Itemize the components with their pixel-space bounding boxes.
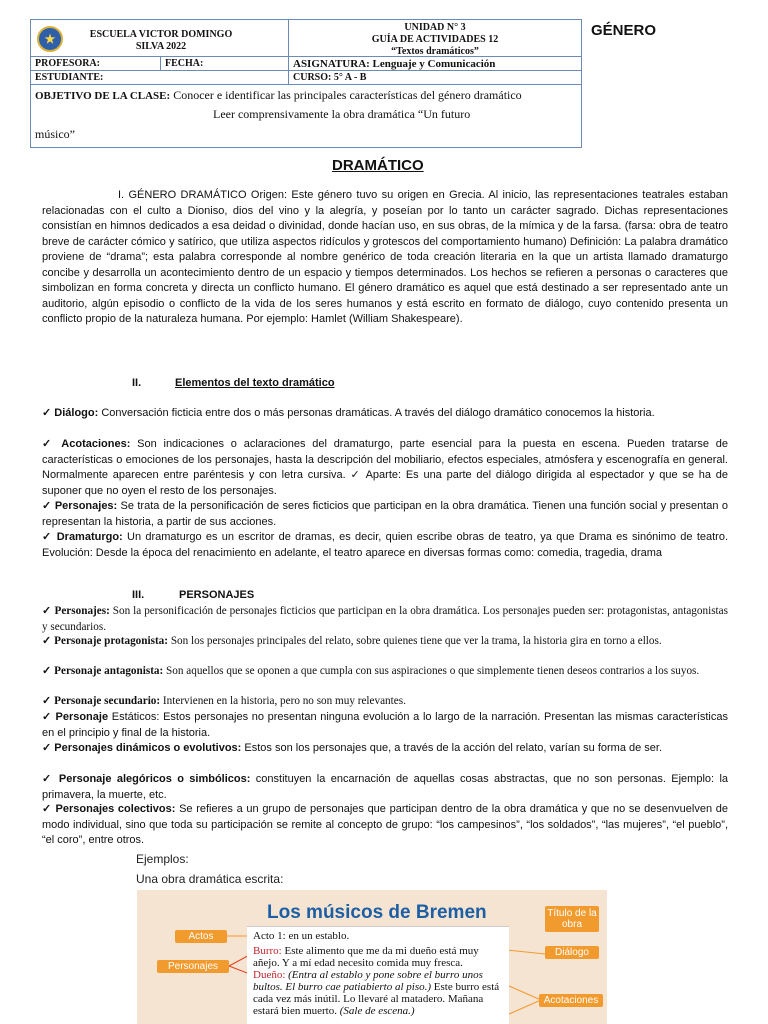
tag-dialogo: Diálogo xyxy=(545,946,599,959)
section1-paragraph: I. GÉNERO DRAMÁTICO Origen: Este género tuvo su origen en Grecia. Al inicio, las representaciones teatrales estaban relacionadas con el culto a Dioniso, dios del vino y la alegría, y poseían por lo tanto un carácter sagrado. Dichas representaciones consistían en himnos dedicados a esa deidad o divinidad, donde hacían uso, en sus obras, de la mímica y de la farsa. (farsa: obra de teatro breve de carácter cómico y satírico, que utiliza aspectos ridículos y grotescos del comportamiento humano) Definición: La palabra dramático proviene de “drama”; esta palabra corresponde al nombre genérico de toda creación literaria en la que un artista llamado dramaturgo concibe y desarrolla un acontecimiento dentro de un espacio y tiempos determinados. Los hechos se refieren a personas o caracteres que simbolizan en forma concreta y directa un conflicto humano. El género dramático es aquel que está destinado a ser representado ante un auditorio, algún episodio o conflicto de la vida de los seres humanos y está escrito en formato de diálogo, cuyo contenido presenta un conflicto propio de la naturaleza humana. Por ejemplo: Hamlet (William Shakespeare). xyxy=(42,189,728,325)
section2-item-dramaturgo xyxy=(42,530,728,561)
example-sublabel: Una obra dramática escrita: xyxy=(136,872,284,886)
objective-label: OBJETIVO DE LA CLASE: xyxy=(35,90,171,102)
burro-text: Este alimento que me da mi dueño está muy añejo. Y a mí edad necesito comida muy fresca. xyxy=(253,945,479,969)
item-text: Estáticos: Estos personajes no presentan ninguna evolución a lo largo de la narración. Presentan las mismas características en el principio y final de la historia. xyxy=(42,711,728,739)
title-genero: GÉNERO xyxy=(591,22,657,39)
section3-item-dinamicos xyxy=(42,741,728,757)
objective-line2: Leer comprensivamente la obra dramática “Un futuro xyxy=(213,107,471,121)
item-label: ✓ Acotaciones: xyxy=(42,438,131,450)
item-label: ✓ Personaje protagonista: xyxy=(42,635,169,647)
item-label: ✓ Personaje alegóricos o simbólicos: xyxy=(42,773,251,785)
section2-item-dialogo xyxy=(42,406,728,422)
section3-item-colectivos xyxy=(42,802,728,849)
item-label: ✓ Personajes colectivos: xyxy=(42,803,176,815)
school-cell xyxy=(31,20,289,56)
dueno-text: Este burro está cada vez más inútil. Lo llevaré al matadero. Mañana estará bien muerto. xyxy=(253,981,500,1017)
item-text: Son los personajes principales del relato, sobre quienes tiene que ver la trama, la historia gira en torno a ellos. xyxy=(168,635,662,647)
burro-name: Burro: xyxy=(253,945,282,957)
item-label: ✓ Personaje antagonista: xyxy=(42,665,164,677)
school-line1: ESCUELA VICTOR DOMINGO xyxy=(89,29,233,40)
section3-item-estaticos xyxy=(42,710,728,741)
item-text: Estos son los personajes que, a través de la acción del relato, varían su forma de ser. xyxy=(241,742,663,754)
asignatura-field: ASIGNATURA: Lenguaje y Comunicación xyxy=(293,58,496,70)
item-label: ✓ Dramaturgo: xyxy=(42,531,123,543)
item-text: Son la personificación de personajes ficticios que participan en la obra dramática. Los personajes pueden ser: protagonistas, antagonistas y secundarios. xyxy=(42,605,728,633)
dueno-stage-direction: (Entra al establo y pone sobre el burro unos bultos. El burro cae patiabierto al piso.) xyxy=(253,969,483,993)
unit-line2: GUÍA DE ACTIVIDADES 12 xyxy=(371,34,499,45)
section3-item-secundario xyxy=(42,694,728,710)
curso-field: CURSO: 5° A - B xyxy=(293,72,367,83)
item-text: Se trata de la personificación de seres ficticios que participan en la obra dramática. Tienen una función social y presentan o representan la historia, a partir de sus acciones. xyxy=(42,500,728,528)
unit-line1: UNIDAD N° 3 xyxy=(404,22,466,33)
item-text: Son aquellos que se oponen a que cumpla con sus aspiraciones o que simplemente tienen deseos contrarios a los suyos. xyxy=(163,665,700,677)
example-act: Acto 1: en un establo. xyxy=(253,930,350,942)
estudiante-field: ESTUDIANTE: xyxy=(31,71,289,84)
section3-number: III. xyxy=(132,589,145,601)
tag-actos: Actos xyxy=(175,930,227,943)
header-table xyxy=(30,19,582,148)
section2-item-personajes xyxy=(42,499,728,530)
section3-heading: PERSONAJES xyxy=(179,589,255,601)
fecha-field: FECHA: xyxy=(161,57,289,70)
section2-number: II. xyxy=(132,377,142,389)
item-label: ✓ Personajes: xyxy=(42,605,110,617)
objective-text: Conocer e identificar las principales características del género dramático xyxy=(170,88,522,102)
section2-heading: Elementos del texto dramático xyxy=(175,377,335,389)
section3-item-protagonista xyxy=(42,634,728,650)
school-name xyxy=(81,29,241,53)
tag-acotaciones: Acotaciones xyxy=(539,994,603,1007)
item-text: Intervienen en la historia, pero no son muy relevantes. xyxy=(160,695,406,707)
objective-cell xyxy=(31,85,581,147)
dueno-name: Dueño: xyxy=(253,969,286,981)
item-text: constituyen la encarnación de aquellas cosas abstractas, que no son personas. Ejemplo: la primavera, la muerte, etc. xyxy=(42,773,728,801)
unit-line3: “Textos dramáticos” xyxy=(391,46,479,57)
examples-label: Ejemplos: xyxy=(136,852,189,866)
item-label: ✓ Personajes dinámicos o evolutivos: xyxy=(42,742,242,754)
example-title: Los músicos de Bremen xyxy=(267,902,487,923)
example-figure xyxy=(137,890,607,1024)
objective-line3: músico” xyxy=(35,127,75,141)
item-text: Son indicaciones o aclaraciones del dramaturgo, parte esencial para la puesta en escena. Pueden tratarse de características o emociones de los personajes, hasta la descripción del mobiliario, efectos especiales, atmósfera y escenografía en general. Normalmente aparecen entre paréntesis y con letra cursiva. ✓ Aparte: Es una parte del diálogo dirigida al espectador y que se ha de suponer que no oyen el resto de los personajes. xyxy=(42,438,728,497)
school-logo-icon: ★ xyxy=(37,26,63,52)
profesora-field: PROFESORA: xyxy=(31,57,161,70)
item-text: Un dramaturgo es un escritor de dramas, es decir, quien escribe obras de teatro, ya que Drama es sinónimo de teatro. Evolución: Desde la época del renacimiento en adelante, el teatro aparece en diversas formas como: comedia, tragedia, drama xyxy=(42,531,729,559)
unit-cell xyxy=(289,20,581,56)
example-burro-line xyxy=(253,945,503,969)
section3-item-personajes xyxy=(42,604,728,635)
school-line2: SILVA 2022 xyxy=(135,41,187,52)
item-text: Conversación ficticia entre dos o más personas dramáticas. A través del diálogo dramático conocemos la historia. xyxy=(98,407,655,419)
section2-item-acotaciones xyxy=(42,437,728,499)
item-label: ✓ Personajes: xyxy=(42,500,118,512)
example-script-box xyxy=(247,926,509,1024)
section3-item-antagonista xyxy=(42,664,728,680)
dueno-exit: (Sale de escena.) xyxy=(337,1005,415,1017)
example-dueno-line xyxy=(253,969,503,1017)
tag-titulo: Título de la obra xyxy=(545,906,599,932)
title-dramatico: DRAMÁTICO xyxy=(332,157,424,174)
section3-item-alegoricos xyxy=(42,772,728,803)
item-label: ✓ Diálogo: xyxy=(42,407,99,419)
item-label: ✓ Personaje xyxy=(42,711,109,723)
item-label: ✓ Personaje secundario: xyxy=(42,695,161,707)
tag-personajes: Personajes xyxy=(157,960,229,973)
item-text: Se refieres a un grupo de personajes que participan dentro de la obra dramática y que no se desenvuelven de modo individual, sino que toda su participación se remite al concepto de grupo: “los campesinos”, “los soldados”, “las mujeres”, “el pueblo”, “el coro”, entre otros. xyxy=(42,803,728,846)
